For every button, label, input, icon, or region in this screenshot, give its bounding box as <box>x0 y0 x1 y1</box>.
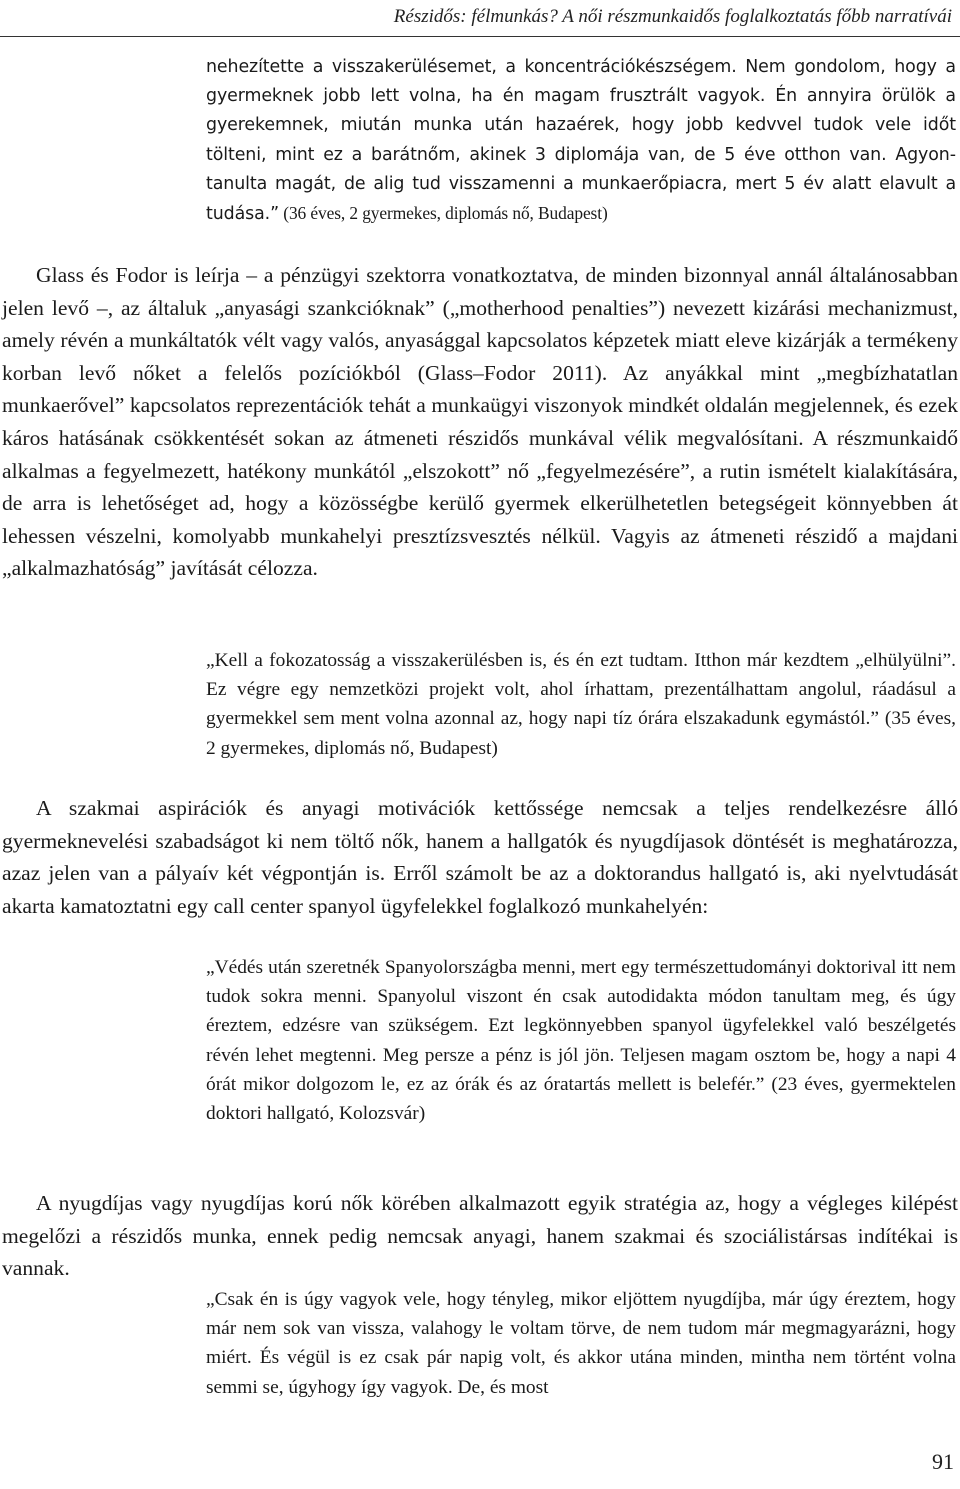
interview-quote-2: „Kell a fokozatosság a visszakerülésben is, és én ezt tudtam. Itthon már kezdtem „elhülyülni”. Ez végre egy nemzetközi projekt volt, ahol írhattam, prezentálhattam angolul, ráadásul a gyermekkel sem ment volna azonnal az, hogy napi tíz órára elszakadunk egymástól.” (35 éves, 2 gyermekes, diplomás nő, Budapest) <box>206 650 956 759</box>
running-header: Részidős: félmunkás? A női részmunkaidős foglalkoztatás főbb narratívái <box>393 6 952 27</box>
interview-quote-1 <box>206 53 956 229</box>
page-number: 91 <box>932 1449 954 1474</box>
interview-quote-1-text: nehezítette a visszakerülésemet, a koncentrációkészségem. Nem gondolom, hogy a gyermeknek jobb lett volna, ha én magam frusztrált vagyok. Én annyira örülök a gyerekemnek, miután munka után hazaérek, hogy jobb kedvvel tudok vele időt tölteni, mint ez a barátnőm, akinek 3 diplomája van, de 5 éve otthon van. Agyontanulta magát, de alig tud visszamenni a munkaerőpiacra, mert 5 év alatt elavult a tudása.” <box>206 57 956 225</box>
body-paragraph-3: A nyugdíjas vagy nyugdíjas korú nők körében alkalmazott egyik stratégia az, hogy a végleges kilépést megelőzi a részidős munka, ennek pedig nemcsak anyagi, hanem szakmai és szociálistársas indítékai is vannak. <box>2 1191 958 1281</box>
header-rule <box>0 36 960 37</box>
body-paragraph-1: Glass és Fodor is leírja – a pénzügyi szektorra vonatkoztatva, de minden bizonnyal annál általánosabban jelen levő –, az általuk „anyasági szankcióknak” („motherhood penalties”) nevezett kizárási mechanizmust, amely révén a munkáltatók vélt vagy valós, anyasággal kapcsolatos képzetek miatt eleve kizárják a termékeny korban levő nőket a felelős pozíciókból (Glass–Fodor 2011). Az anyákkal mint „megbízhatatlan munkaerővel” kapcsolatos reprezentációk tehát a munkaügyi viszonyok mindkét oldalán megjelennek, és ezek káros hatásának csökkentését sokan az átmeneti részidős munkával vélik megvalósítani. A részmunkaidő alkalmas a fegyelmezett, hatékony munkától „elszokott” nő „fegyelmezésére”, a rutin ismételt kialakítására, de arra is lehetőséget ad, hogy a közösségbe kerülő gyermek elkerülhetetlen betegségeit könnyebben át lehessen vészelni, komolyabb munkahelyi presztízsvesztés nélkül. Vagyis az átmeneti részidő a majdani „alkalmazhatóság” javítását célozza. <box>2 263 958 581</box>
interview-quote-4: „Csak én is úgy vagyok vele, hogy tényleg, mikor eljöttem nyugdíjba, már úgy éreztem, hogy már nem sok van vissza, valahogy le voltam törve, de nem tudom már megmagyarázni, hogy miért. És végül is ez csak pár napig volt, és akkor utána minden, mintha nem történt volna semmi se, úgyhogy így vagyok. De, és most <box>206 1289 956 1398</box>
interview-quote-3: „Védés után szeretnék Spanyolországba menni, mert egy természettudományi doktorival itt nem tudok sokra menni. Spanyolul viszont én csak autodidakta módon tanultam meg, és úgy éreztem, edzésre van szükségem. Ezt legkönnyebben spanyol ügyfelekkel való beszélgetés révén lehet megtenni. Meg persze a pénz is jól jön. Teljesen magam osztom be, hogy a napi 4 órát mikor dolgozom le, ez az órák és az óratartás mellett is belefér.” (23 éves, gyermektelen doktori hallgató, Kolozsvár) <box>206 957 956 1125</box>
interview-quote-1-source: (36 éves, 2 gyermekes, diplomás nő, Budapest) <box>279 203 608 224</box>
body-paragraph-2: A szakmai aspirációk és anyagi motivációk kettőssége nemcsak a teljes rendelkezésre álló gyermeknevelési szabadságot ki nem töltő nők, hanem a hallgatók és nyugdíjasok döntését is meghatározza, azaz jelen van a pályaív két végpontján is. Erről számolt be az a doktorandus hallgató is, aki nyelvtudását akarta kamatoztatni egy call center spanyol ügyfelekkel foglalkozó munkahelyén: <box>2 796 958 918</box>
